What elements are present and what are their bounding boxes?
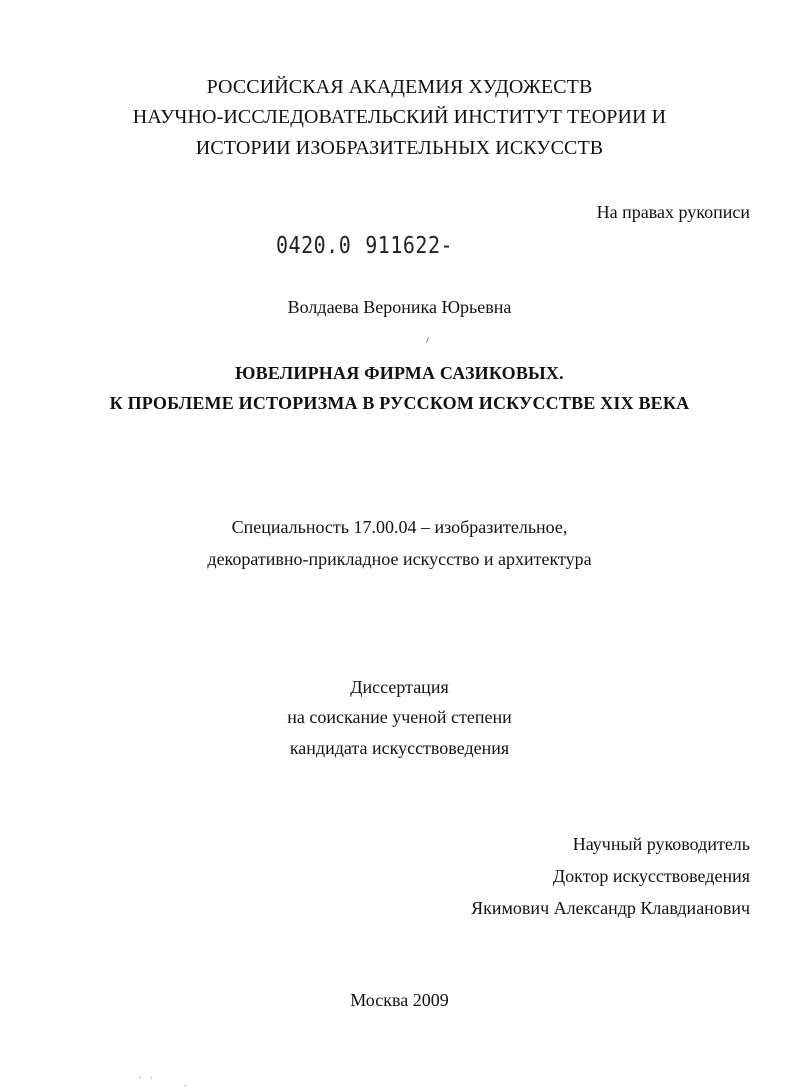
supervisor-role: Научный руководитель: [572, 834, 750, 854]
degree-line2: на соискание ученой степени: [287, 707, 512, 727]
pen-mark: [426, 337, 429, 343]
degree-line3: кандидата искусствоведения: [289, 738, 510, 758]
manuscript-note: На правах рукописи: [596, 202, 750, 222]
specialty-line1: Специальность 17.00.04 – изобразительное,: [231, 517, 568, 537]
institute-name-line2: ИСТОРИИ ИЗОБРАЗИТЕЛЬНЫХ ИСКУССТВ: [195, 137, 604, 159]
institute-name-line1: НАУЧНО-ИССЛЕДОВАТЕЛЬСКИЙ ИНСТИТУТ ТЕОРИИ И: [132, 106, 667, 128]
supervisor-name: Якимович Александр Клавдианович: [471, 898, 750, 918]
thesis-title-line2: К ПРОБЛЕМЕ ИСТОРИЗМА В РУССКОМ ИСКУССТВЕ XIX ВЕКА: [109, 393, 690, 413]
degree-line1: Диссертация: [350, 677, 449, 697]
city-year: Москва 2009: [350, 990, 449, 1010]
specialty-line2: декоративно-прикладное искусство и архитектура: [207, 549, 592, 569]
thesis-title-line1: ЮВЕЛИРНАЯ ФИРМА САЗИКОВЫХ.: [235, 363, 564, 383]
scan-specks: ˙ ˙ ˎ: [138, 1076, 190, 1087]
supervisor-degree: Доктор искусствоведения: [552, 866, 750, 886]
stamp-part2: 911622-: [365, 231, 454, 259]
stamp-part1: 0420.0: [276, 231, 352, 259]
academy-name: РОССИЙСКАЯ АКАДЕМИЯ ХУДОЖЕСТВ: [206, 76, 593, 98]
registration-stamp: [276, 231, 453, 259]
author-name: Волдаева Вероника Юрьевна: [287, 297, 512, 317]
